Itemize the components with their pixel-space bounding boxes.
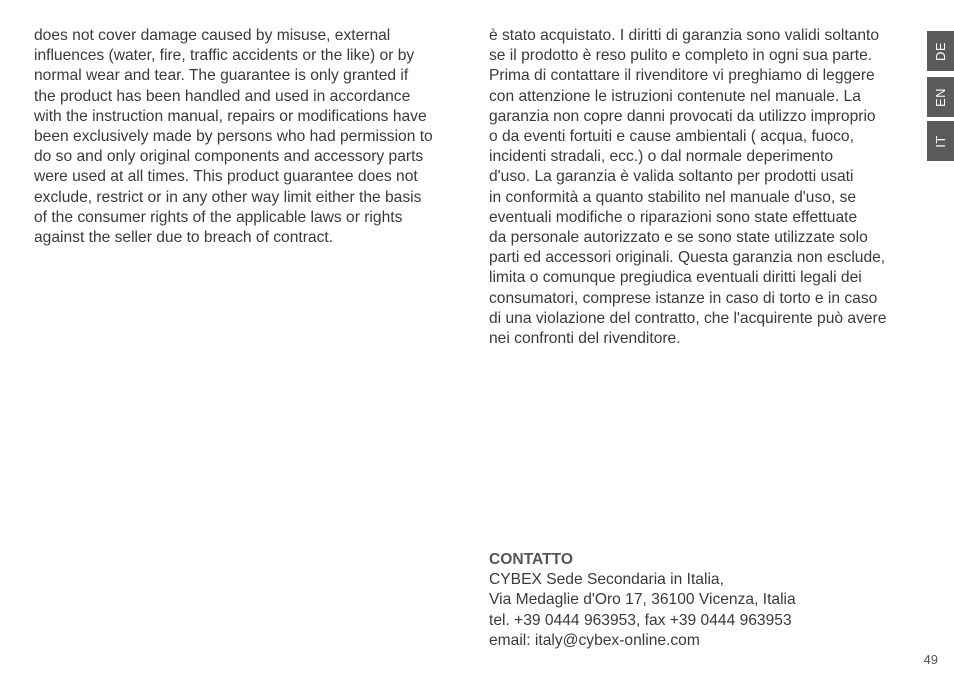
text-line: with the instruction manual, repairs or modifications have [34, 107, 427, 125]
text-line: consumatori, comprese istanze in caso di torto e in caso [489, 289, 878, 307]
text-line: influences (water, fire, traffic accidents or the like) or by [34, 47, 415, 65]
text-line: limita o comunque pregiudica eventuali diritti legali dei [489, 269, 862, 287]
language-tab-en[interactable] [927, 77, 954, 117]
text-line: o da eventi fortuiti e cause ambientali ( acqua, fuoco, [489, 128, 854, 146]
contact-heading: CONTATTO [489, 551, 574, 568]
text-line: in conformità a quanto stabilito nel manuale d'uso, se [489, 188, 857, 206]
text-line: of the consumer rights of the applicable laws or rights [34, 208, 403, 226]
page-number: 49 [923, 652, 938, 667]
text-line: been exclusively made by persons who had permission to [34, 128, 433, 146]
contact-block [489, 550, 889, 651]
text-line: the product has been handled and used in accordance [34, 87, 411, 105]
text-line: do so and only original components and accessory parts [34, 148, 424, 166]
text-line: does not cover damage caused by misuse, external [34, 27, 391, 44]
language-tab-de[interactable] [927, 31, 954, 71]
text-line: se il prodotto è reso pulito e completo in ogni sua parte. [489, 47, 873, 65]
language-tab-label: DE [933, 41, 948, 61]
language-tab-label: EN [933, 87, 948, 107]
text-line: eventuali modifiche o riparazioni sono state effettuate [489, 208, 858, 226]
contact-company: CYBEX Sede Secondaria in Italia, [489, 571, 724, 589]
text-line: exclude, restrict or in any other way limit either the basis [34, 188, 422, 206]
text-line: parti ed accessori originali. Questa garanzia non esclude, [489, 249, 886, 267]
contact-phone-fax: tel. +39 0444 963953, fax +39 0444 963953 [489, 611, 792, 629]
text-line: nei confronti del rivenditore. [489, 330, 681, 348]
text-line: incidenti stradali, ecc.) o dal normale deperimento [489, 148, 834, 166]
text-line: garanzia non copre danni provocati da utilizzo improprio [489, 107, 876, 125]
text-line: d'uso. La garanzia è valida soltanto per prodotti usati [489, 168, 854, 186]
italian-text-column [489, 26, 921, 349]
language-tab-it[interactable] [927, 121, 954, 161]
text-line: against the seller due to breach of contract. [34, 229, 334, 247]
text-line: da personale autorizzato e se sono state utilizzate solo [489, 229, 868, 247]
text-line: è stato acquistato. I diritti di garanzia sono validi soltanto [489, 27, 880, 44]
text-line: con attenzione le istruzioni contenute nel manuale. La [489, 87, 861, 105]
text-line: were used at all times. This product guarantee does not [34, 168, 418, 186]
english-text-column [34, 26, 474, 248]
text-line: di una violazione del contratto, che l'acquirente può avere [489, 309, 887, 327]
language-tab-label: IT [933, 134, 948, 148]
contact-address: Via Medaglie d'Oro 17, 36100 Vicenza, Italia [489, 591, 796, 609]
text-line: normal wear and tear. The guarantee is only granted if [34, 67, 409, 85]
contact-email: email: italy@cybex-online.com [489, 631, 700, 649]
text-line: Prima di contattare il rivenditore vi preghiamo di leggere [489, 67, 875, 85]
